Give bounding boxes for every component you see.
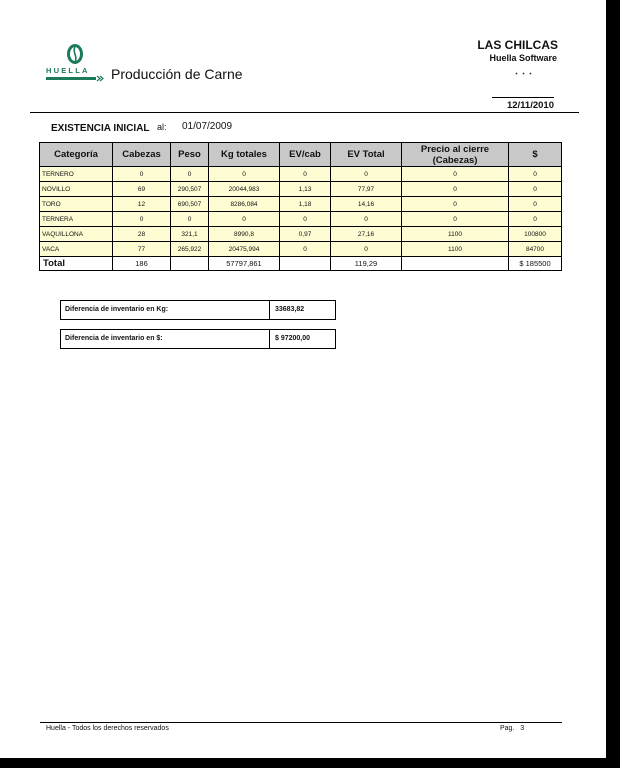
table-cell: 690,507 — [171, 197, 209, 212]
huella-logo-icon — [44, 44, 106, 84]
decorative-dots — [513, 72, 535, 75]
table-cell: 1,18 — [280, 197, 331, 212]
inventory-difference-money-label: Diferencia de inventario en $: — [65, 335, 163, 342]
footer-rights: Huella - Todos los derechos reservados — [46, 725, 169, 732]
table-cell: 0,97 — [280, 227, 331, 242]
table-cell: 290,507 — [171, 182, 209, 197]
table-cell: 14,16 — [331, 197, 402, 212]
table-total-row — [40, 257, 562, 271]
table-cell: 27,16 — [331, 227, 402, 242]
inventory-difference-kg-box — [60, 300, 336, 320]
column-header-ev-cab: EV/cab — [280, 143, 331, 167]
column-header-categoria: Categoría — [40, 143, 113, 167]
inventory-difference-money-box — [60, 329, 336, 349]
table-cell: 0 — [209, 167, 280, 182]
table-cell: 0 — [402, 197, 509, 212]
footer-page-number — [500, 725, 524, 732]
table-cell: 0 — [280, 212, 331, 227]
company-name: LAS CHILCAS — [477, 38, 558, 52]
total-kg-totales: 57797,861 — [209, 257, 280, 271]
table-cell: 77 — [113, 242, 171, 257]
table-cell: 84700 — [509, 242, 562, 257]
table-cell: 0 — [171, 212, 209, 227]
table-cell: 0 — [509, 197, 562, 212]
date-underline — [492, 97, 554, 98]
table-cell: 1,13 — [280, 182, 331, 197]
table-cell: 0 — [509, 167, 562, 182]
table-cell: 8990,8 — [209, 227, 280, 242]
table-cell: 0 — [280, 167, 331, 182]
table-cell: 0 — [509, 182, 562, 197]
table-cell: 0 — [331, 167, 402, 182]
table-row — [40, 182, 562, 197]
page-label: Pag. — [500, 725, 515, 732]
table-cell: 1100 — [402, 242, 509, 257]
table-cell: 321,1 — [171, 227, 209, 242]
box-separator — [269, 301, 270, 319]
total-ev-cab — [280, 257, 331, 271]
table-cell: 8286,084 — [209, 197, 280, 212]
header-divider — [30, 112, 579, 113]
table-cell: 1100 — [402, 227, 509, 242]
table-cell: VACA — [40, 242, 113, 257]
footer-divider — [40, 722, 562, 723]
table-row — [40, 227, 562, 242]
table-cell: 0 — [113, 212, 171, 227]
inventory-difference-kg-label: Diferencia de inventario en Kg: — [65, 306, 169, 313]
box-separator — [269, 330, 270, 348]
column-header-kg-totales: Kg totales — [209, 143, 280, 167]
table-row — [40, 167, 562, 182]
report-title: Producción de Carne — [111, 66, 243, 82]
total-ev-total: 119,29 — [331, 257, 402, 271]
date-prefix-label: al: — [157, 122, 167, 132]
table-cell: 0 — [209, 212, 280, 227]
table-cell: TORO — [40, 197, 113, 212]
table-cell: 28 — [113, 227, 171, 242]
table-cell: 265,922 — [171, 242, 209, 257]
table-cell: 20475,994 — [209, 242, 280, 257]
table-cell: NOVILLO — [40, 182, 113, 197]
section-title: EXISTENCIA INICIAL — [51, 123, 150, 134]
total-cabezas: 186 — [113, 257, 171, 271]
table-cell: 0 — [113, 167, 171, 182]
table-cell: 0 — [402, 167, 509, 182]
total-money: $ 185500 — [509, 257, 562, 271]
table-cell: VAQUILLONA — [40, 227, 113, 242]
column-header-cabezas: Cabezas — [113, 143, 171, 167]
logo-text: HUELLA — [46, 66, 90, 75]
table-cell: 0 — [171, 167, 209, 182]
column-header-money: $ — [509, 143, 562, 167]
stock-table — [39, 142, 562, 271]
inventory-difference-money-value: $ 97200,00 — [275, 335, 311, 342]
inventory-difference-kg-value: 33683,82 — [275, 306, 305, 313]
table-cell: TERNERO — [40, 167, 113, 182]
table-cell: 0 — [280, 242, 331, 257]
table-row — [40, 197, 562, 212]
table-row — [40, 242, 562, 257]
table-cell: 69 — [113, 182, 171, 197]
total-peso — [171, 257, 209, 271]
column-header-precio-cierre: Precio al cierre (Cabezas) — [402, 143, 509, 167]
column-header-peso: Peso — [171, 143, 209, 167]
table-cell: 0 — [331, 212, 402, 227]
table-cell: 77,97 — [331, 182, 402, 197]
table-cell: 100800 — [509, 227, 562, 242]
table-header-row — [40, 143, 562, 167]
table-cell: 20044,983 — [209, 182, 280, 197]
table-cell: TERNERA — [40, 212, 113, 227]
table-cell: 12 — [113, 197, 171, 212]
software-name: Huella Software — [489, 53, 557, 63]
table-cell: 0 — [402, 182, 509, 197]
table-cell: 0 — [509, 212, 562, 227]
total-precio — [402, 257, 509, 271]
page-number: 3 — [520, 725, 525, 732]
table-cell: 0 — [331, 242, 402, 257]
column-header-ev-total: EV Total — [331, 143, 402, 167]
inventory-date: 01/07/2009 — [182, 121, 233, 132]
table-cell: 0 — [402, 212, 509, 227]
total-label: Total — [40, 257, 113, 271]
table-row — [40, 212, 562, 227]
print-date: 12/11/2010 — [506, 100, 554, 111]
